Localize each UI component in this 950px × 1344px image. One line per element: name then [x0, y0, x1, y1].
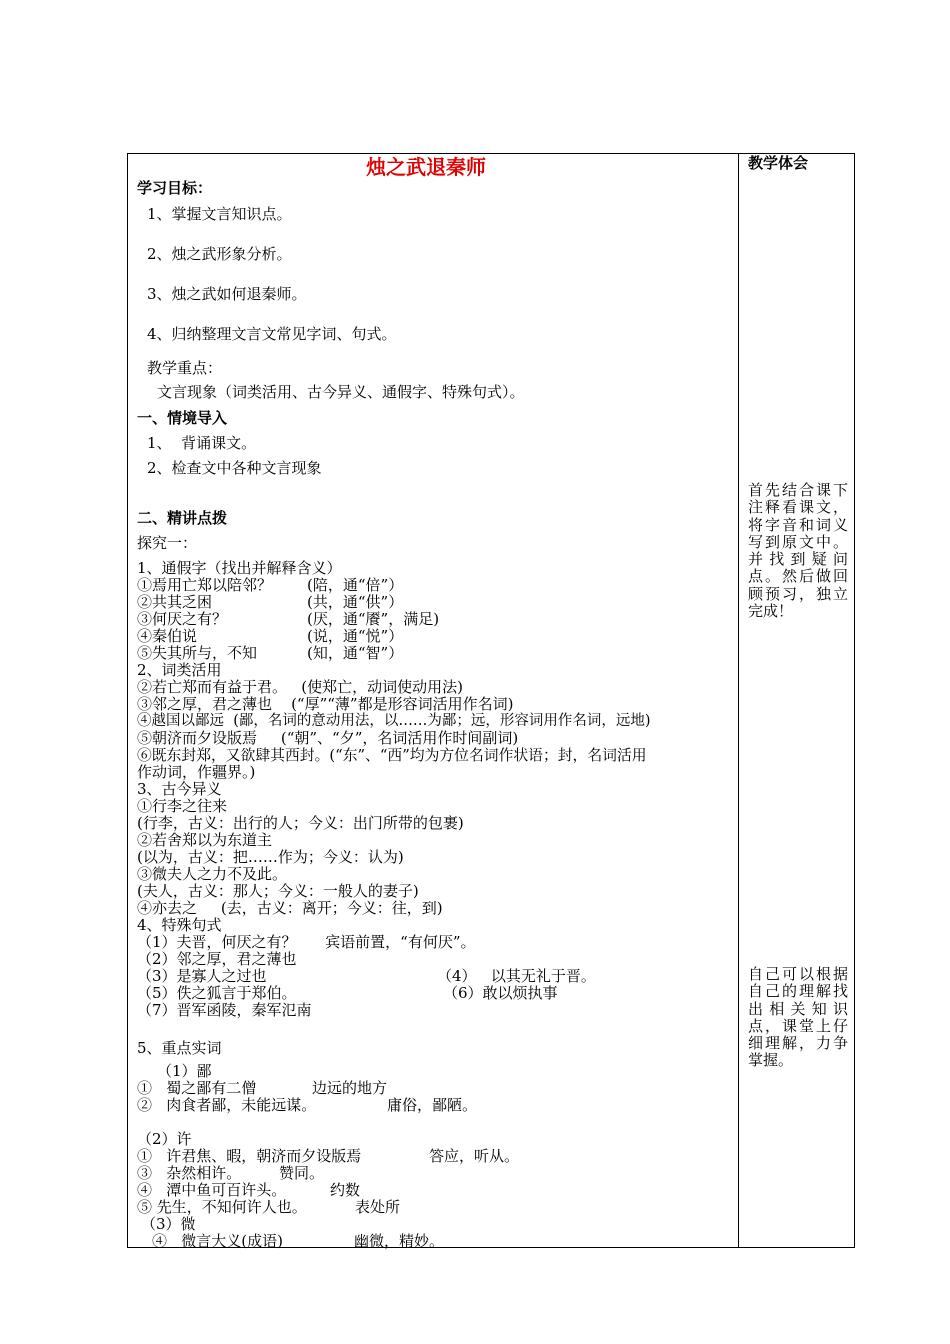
example-gloss: (陪，通“倍”） — [307, 576, 404, 594]
side-column-header: 教学体会 — [748, 154, 809, 172]
example-gloss: 表处所 — [355, 1198, 401, 1216]
example-line: （2）邻之厚，君之薄也 — [137, 950, 297, 968]
example-line: ⑤朝济而夕设版焉 (“朝”、“夕”，名词活用作时间副词) — [137, 729, 519, 747]
example-gloss: 幽微，精妙。 — [354, 1232, 445, 1250]
example-line: (以为，古义：把……作为；今义：认为) — [137, 848, 404, 866]
example-line: ④越国以鄙远 (鄙，名词的意动用法，以……为鄙；远，形容词用作名词，远地) — [137, 713, 651, 729]
example-gloss: 边远的地方 — [312, 1079, 388, 1097]
example-line: ④ 潭中鱼可百许头。 — [137, 1181, 287, 1199]
goal-item: 4、归纳整理文言文常见字词、句式。 — [147, 325, 397, 343]
example-gloss: 赞同。 — [279, 1164, 325, 1182]
goals-heading: 学习目标： — [137, 179, 213, 197]
example-gloss: (厌，通“餍”，满足) — [307, 610, 440, 628]
teaching-note: 首先结合课下注释看课文，将字音和词义写到原文中。并找到疑问点。然后做回顾预习，独立完成！ — [748, 481, 848, 621]
example-line: ①行李之往来 — [137, 797, 228, 815]
example-line: （5）佚之狐言于郑伯。 — [137, 984, 297, 1002]
example-line: ④亦去之 (去，古义：离开；今义：往，到) — [137, 899, 443, 917]
example-line: ③微夫人之力不及此。 — [137, 865, 288, 883]
example-gloss: 约数 — [330, 1181, 361, 1199]
example-line: ③邻之厚，君之薄也 (“厚”“薄”都是形容词活用作名词) — [137, 695, 514, 713]
example-line: ②若亡郑而有益于君。 (使郑亡，动词使动用法) — [137, 678, 464, 696]
example-line: ① 许君焦、暇，朝济而夕设版焉 — [137, 1147, 362, 1165]
example-line: ② 肉食者鄙，未能远谋。 — [137, 1096, 317, 1114]
example-line: ⑤失其所与，不知 — [137, 644, 258, 662]
word-heading: （3）微 — [141, 1215, 196, 1233]
example-line: ②共其乏困 — [137, 593, 213, 611]
teaching-note: 自己可以根据自己的理解找出相关知识点，课堂上仔细理解，力争掌握。 — [748, 965, 848, 1070]
explore-label: 探究一： — [137, 534, 198, 552]
subsection-heading: 3、古今异义 — [137, 780, 222, 798]
example-line: ③何厌之有？ — [137, 610, 228, 628]
example-line: ① 蜀之鄙有二僧 — [137, 1079, 257, 1097]
example-line: ④秦伯说 — [137, 627, 198, 645]
example-line: （4） 以其无礼于晋。 — [437, 967, 596, 985]
subsection-heading: 4、特殊句式 — [137, 916, 222, 934]
section-heading: 一、情境导入 — [137, 409, 228, 427]
word-heading: （1）鄙 — [157, 1062, 212, 1080]
example-gloss: (说，通“悦”） — [307, 627, 404, 645]
example-line: ①焉用亡郑以陪邻？ — [137, 576, 273, 594]
section-item: 1、 背诵课文。 — [147, 434, 257, 452]
example-line: ⑤ 先生，不知何许人也。 — [137, 1198, 307, 1216]
example-line: (行李，古义：出行的人；今义：出门所带的包裹) — [137, 814, 464, 832]
column-divider — [738, 153, 739, 1248]
subsection-heading: 5、重点实词 — [137, 1039, 222, 1057]
subsection-heading: 1、通假字（找出并解释含义） — [137, 559, 342, 577]
example-gloss: (知，通“智”） — [307, 644, 404, 662]
example-line: ⑥既东封郑，又欲肆其西封。(“东”、“西”均为方位名词作状语；封，名词活用 — [137, 747, 647, 764]
example-line: （3）是寡人之过也 — [137, 967, 267, 985]
example-line: （7）晋军函陵，秦军氾南 — [137, 1001, 312, 1019]
example-line: (夫人，古义：那人；今义：一般人的妻子) — [137, 882, 419, 900]
example-line: ③ 杂然相许。 — [137, 1164, 242, 1182]
example-line: （1）夫晋，何厌之有？ 宾语前置，“有何厌”。 — [137, 933, 476, 951]
key-points-heading: 教学重点： — [147, 359, 223, 377]
section-item: 2、检查文中各种文言现象 — [147, 459, 322, 477]
example-gloss: (共，通“供”） — [307, 593, 404, 611]
subsection-heading: 2、词类活用 — [137, 661, 222, 679]
goal-item: 3、烛之武如何退秦师。 — [147, 285, 307, 303]
goal-item: 1、掌握文言知识点。 — [147, 205, 292, 223]
key-points-text: 文言现象（词类活用、古今异义、通假字、特殊句式）。 — [157, 383, 525, 401]
example-line: 作动词，作疆界。) — [137, 763, 256, 781]
section-heading: 二、精讲点拨 — [137, 509, 228, 527]
word-heading: （2）许 — [137, 1130, 192, 1148]
example-gloss: 庸俗，鄙陋。 — [387, 1096, 478, 1114]
example-line: ②若舍郑以为东道主 — [137, 831, 273, 849]
example-line: ④ 微言大义(成语) — [152, 1232, 284, 1250]
page-title: 烛之武退秦师 — [366, 155, 486, 179]
goal-item: 2、烛之武形象分析。 — [147, 245, 292, 263]
example-gloss: 答应，听从。 — [429, 1147, 520, 1165]
example-line: （6）敢以烦执事 — [443, 984, 558, 1002]
